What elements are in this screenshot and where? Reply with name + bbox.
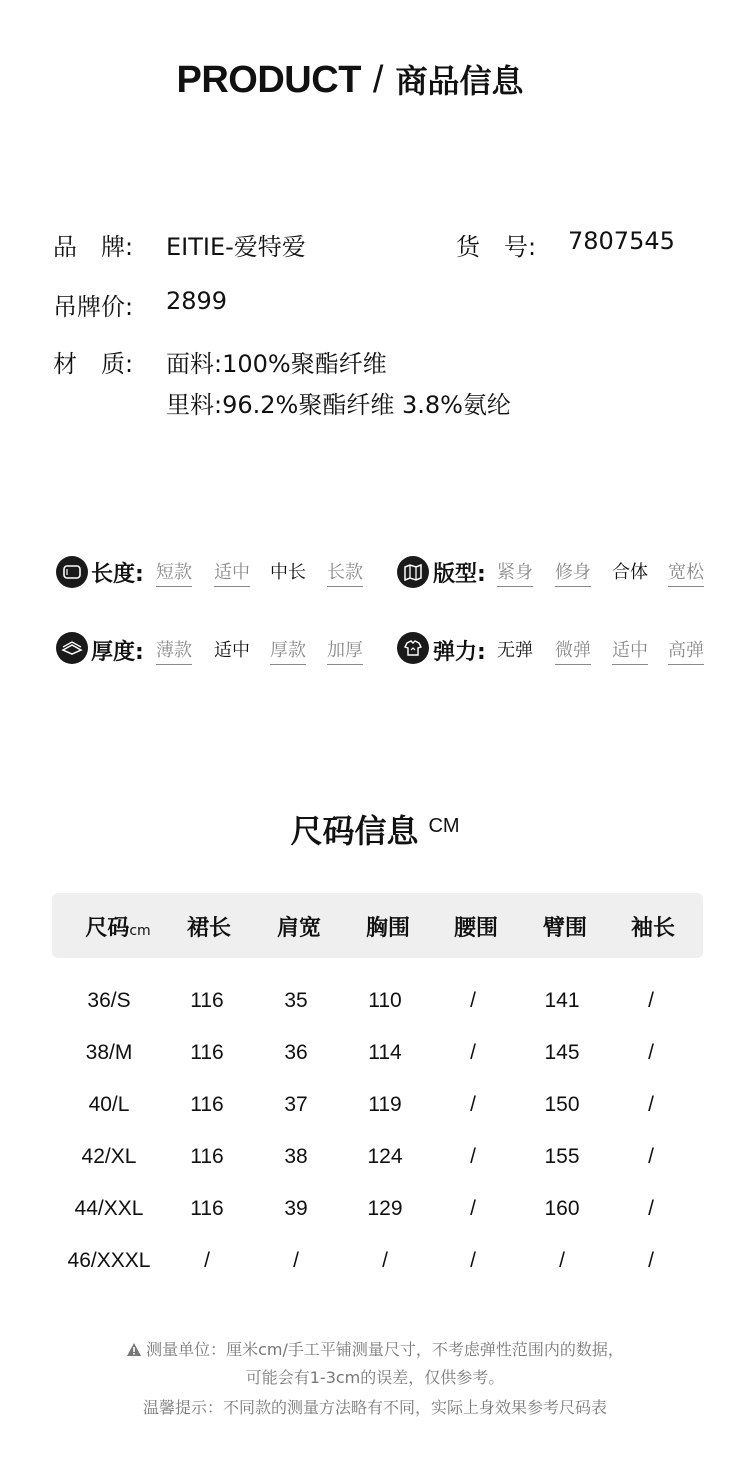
fit-option-regular: 合体 [612,562,648,583]
note-line1-text: 测量单位：厘米cm/手工平铺测量尺寸，不考虑弹性范围内的数据， [146,1340,624,1359]
thickness-option-medium: 适中 [214,640,250,661]
size-cell: 38/M [85,1041,133,1064]
size-cell: 160 [544,1197,580,1220]
length-icon [56,556,88,588]
size-cell: 36/S [87,989,131,1012]
fit-option-loose: 宽松 [668,558,704,587]
elasticity-option-none: 无弹 [497,640,533,661]
brand-value: EITIE-爱特爱 [166,233,306,261]
thickness-option-extra-thick: 加厚 [327,636,363,665]
size-cell: 155 [544,1145,580,1168]
fit-icon [397,556,429,588]
size-title [0,806,750,852]
title-zh: 商品信息 [395,62,524,100]
warning-icon [126,1342,142,1357]
size-cell: 145 [544,1041,580,1064]
size-cell: 46/XXXL [67,1249,151,1272]
length-option-short: 短款 [156,558,192,587]
length-option-medium: 适中 [214,558,250,587]
size-cell: / [470,1041,476,1064]
size-cell: 116 [190,1093,224,1116]
size-cell: / [648,1249,654,1272]
size-header-size [85,911,150,942]
size-cell: / [470,1249,476,1272]
size-header-unit: cm [129,923,151,939]
size-cell: 114 [368,1041,402,1064]
size-header-shoulder: 肩宽 [276,916,322,941]
size-cell: 44/XXL [74,1197,144,1220]
brand-label: 品 牌: [53,233,134,261]
size-cell: 39 [284,1197,308,1220]
size-cell: 35 [284,989,308,1012]
thickness-option-thin: 薄款 [156,636,192,665]
elasticity-option-high: 高弹 [668,636,704,665]
size-cell: 37 [284,1093,308,1116]
size-cell: 129 [367,1197,403,1220]
length-option-midlong: 中长 [270,562,306,583]
size-cell: 116 [190,1145,224,1168]
attr-fit-label: 版型: [433,562,486,587]
size-cell: 40/L [88,1093,130,1116]
size-cell: 38 [284,1145,308,1168]
size-cell: / [648,1145,654,1168]
size-cell: / [648,1041,654,1064]
size-cell: 36 [284,1041,308,1064]
sku-label: 货 号: [456,233,537,261]
note-line3: 温馨提示：不同款的测量方法略有不同，实际上身效果参考尺码表 [142,1398,607,1417]
thickness-icon [56,632,88,664]
price-label: 吊牌价: [53,293,134,321]
size-header-sleeve: 袖长 [630,916,676,941]
price-value: 2899 [166,287,228,315]
page-title [0,56,700,102]
elasticity-option-medium: 适中 [612,636,648,665]
size-cell: 110 [368,989,402,1012]
size-title-unit: CM [428,815,460,837]
size-cell: / [382,1249,388,1272]
size-cell: / [293,1249,299,1272]
material-label: 材 质: [53,350,134,378]
size-cell: / [559,1249,565,1272]
size-cell: / [648,1093,654,1116]
size-header-length: 裙长 [186,916,232,941]
size-cell: / [470,1145,476,1168]
sku-value: 7807545 [568,227,675,255]
size-cell: 124 [367,1145,403,1168]
size-title-text: 尺码信息 [290,812,419,850]
size-cell: 150 [544,1093,580,1116]
size-cell: 116 [190,1197,224,1220]
size-cell: / [648,1197,654,1220]
size-header-waist: 腰围 [453,916,499,941]
size-cell: / [204,1249,210,1272]
elasticity-icon [397,632,429,664]
size-header-size-text: 尺码 [85,916,130,941]
size-header-arm: 臂围 [542,916,588,941]
thickness-option-thick: 厚款 [270,636,306,665]
size-header-chest: 胸围 [365,916,411,941]
length-option-long: 长款 [327,558,363,587]
note-line2: 可能会有1-3cm的误差，仅供参考。 [245,1368,505,1387]
size-cell: / [470,1093,476,1116]
title-separator: / [372,59,384,101]
size-cell: / [470,1197,476,1220]
attr-length-label: 长度: [91,562,144,587]
material-line1: 面料:100%聚酯纤维 [166,350,387,378]
note-line1 [0,1337,750,1360]
size-cell: 116 [190,989,224,1012]
size-cell: 116 [190,1041,224,1064]
material-line2: 里料:96.2%聚酯纤维 3.8%氨纶 [166,391,511,419]
size-cell: 119 [368,1093,402,1116]
size-cell: 141 [544,989,580,1012]
fit-option-tight: 紧身 [497,558,533,587]
size-cell: / [648,989,654,1012]
size-cell: / [470,989,476,1012]
title-en: PRODUCT [176,59,361,101]
fit-option-slim: 修身 [555,558,591,587]
size-cell: 42/XL [81,1145,137,1168]
attr-thickness-label: 厚度: [91,640,144,665]
elasticity-option-slight: 微弹 [555,636,591,665]
attr-elasticity-label: 弹力: [433,640,486,665]
